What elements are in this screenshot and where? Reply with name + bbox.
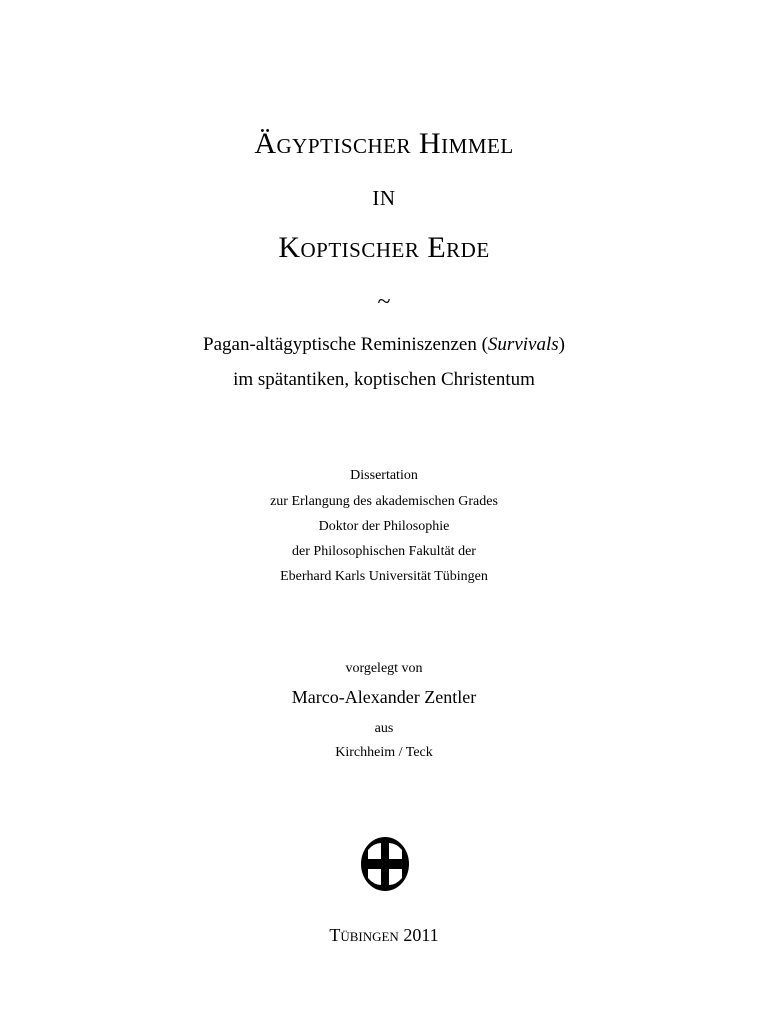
dissertation-line-4: der Philosophischen Fakultät der	[292, 544, 476, 559]
subtitle-italic: Survivals	[487, 334, 559, 355]
subtitle-line-1	[0, 333, 768, 357]
dissertation-line-3: Doktor der Philosophie	[318, 519, 450, 534]
title-line-1: Ägyptischer Himmel	[254, 127, 514, 160]
title-line-2: in	[372, 179, 396, 212]
hometown: Kirchheim / Teck	[335, 745, 433, 760]
coptic-cross-icon	[358, 834, 412, 894]
presented-by: vorgelegt von	[345, 661, 423, 676]
dissertation-line-1: Dissertation	[350, 468, 418, 483]
title-separator: ~	[377, 289, 391, 315]
title-line-3: Koptischer Erde	[278, 231, 490, 264]
dissertation-line-5: Eberhard Karls Universität Tübingen	[280, 569, 488, 584]
subtitle-prefix: Pagan-altägyptische Reminiszenzen (	[203, 334, 488, 355]
subtitle-suffix: )	[558, 334, 565, 355]
from-label: aus	[374, 721, 394, 736]
author-name: Marco-Alexander Zentler	[291, 687, 477, 707]
dissertation-line-2: zur Erlangung des akademischen Grades	[270, 494, 498, 509]
place-year: Tübingen 2011	[329, 925, 439, 945]
subtitle-line-2: im spätantiken, koptischen Christentum	[233, 369, 535, 390]
